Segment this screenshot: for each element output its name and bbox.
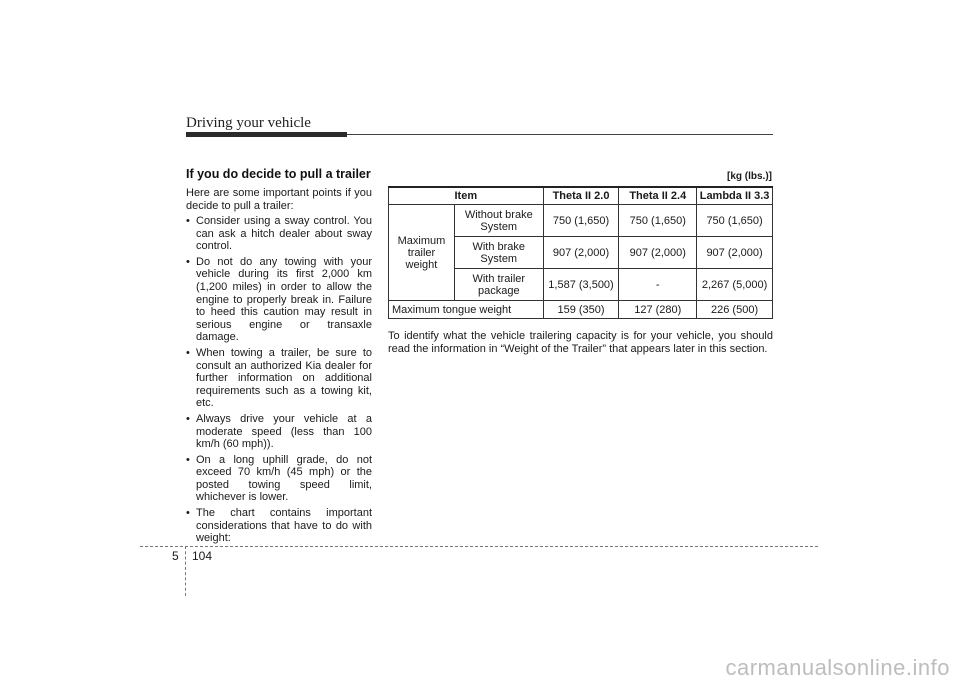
list-item: • Do not do any towing with your vehicle during its first 2,000 km (1,200 miles) in order to allow the engine to properly break in. Failure to heed this caution may result in serious engine or transaxle damage. [186, 255, 372, 344]
list-item: • On a long uphill grade, do not exceed 70 km/h (45 mph) or the posted towing speed limit, whichever is lower. [186, 453, 372, 504]
table-row [389, 301, 773, 319]
table-cell: 907 (2,000) [619, 237, 697, 269]
row-label: Without brake System [454, 205, 543, 237]
bullet-icon: • [186, 346, 190, 359]
capacity-paragraph: To identify what the vehicle trailering capacity is for your vehicle, you should read the information in “Weight of the Trailer” that appears later in this section. [388, 330, 773, 355]
unit-label: [kg (lbs.)] [727, 171, 772, 182]
page-header-title: Driving your vehicle [186, 115, 311, 131]
list-item: • Consider using a sway control. You can ask a hitch dealer about sway control. [186, 215, 372, 253]
list-item: • The chart contains important considerations that have to do with weight: [186, 507, 372, 545]
row-label: Maximum tongue weight [389, 301, 544, 319]
table-cell: 2,267 (5,000) [697, 269, 773, 301]
table-cell: 907 (2,000) [697, 237, 773, 269]
header-item: Item [389, 187, 544, 205]
bullet-list [186, 215, 372, 545]
table-cell: 127 (280) [619, 301, 697, 319]
table-cell: - [619, 269, 697, 301]
trailer-weight-table [388, 186, 773, 319]
footer-rule [140, 546, 818, 547]
table-cell: 1,587 (3,500) [543, 269, 619, 301]
table-cell: 159 (350) [543, 301, 619, 319]
section-title: If you do decide to pull a trailer [186, 167, 371, 181]
list-item: • Always drive your vehicle at a moderate speed (less than 100 km/h (60 mph)). [186, 412, 372, 451]
group-label: Maximum trailer weight [389, 205, 455, 301]
left-column [186, 167, 372, 548]
list-item: • When towing a trailer, be sure to consult an authorized Kia dealer for further information on additional requirements such as a towing kit, etc. [186, 346, 372, 410]
intro-paragraph: Here are some important points if you decide to pull a trailer: [186, 187, 372, 212]
bullet-icon: • [186, 255, 190, 268]
bullet-icon: • [186, 453, 190, 466]
chapter-number: 5 [172, 549, 179, 563]
header-accent-bar [186, 132, 347, 137]
table-cell: 750 (1,650) [543, 205, 619, 237]
footer-divider [185, 546, 186, 596]
table-cell: 226 (500) [697, 301, 773, 319]
bullet-icon: • [186, 412, 190, 425]
watermark: carmanualsonline.info [725, 655, 950, 680]
table-cell: 750 (1,650) [619, 205, 697, 237]
table-cell: 907 (2,000) [543, 237, 619, 269]
table-cell: 750 (1,650) [697, 205, 773, 237]
bullet-icon: • [186, 507, 190, 520]
row-label: With trailer package [454, 269, 543, 301]
header-theta-2-0: Theta II 2.0 [543, 187, 619, 205]
table-header-row [389, 187, 773, 205]
table-row [389, 205, 773, 237]
header-theta-2-4: Theta II 2.4 [619, 187, 697, 205]
bullet-icon: • [186, 215, 190, 227]
header-lambda-3-3: Lambda II 3.3 [697, 187, 773, 205]
row-label: With brake System [454, 237, 543, 269]
page-number: 104 [192, 549, 213, 563]
